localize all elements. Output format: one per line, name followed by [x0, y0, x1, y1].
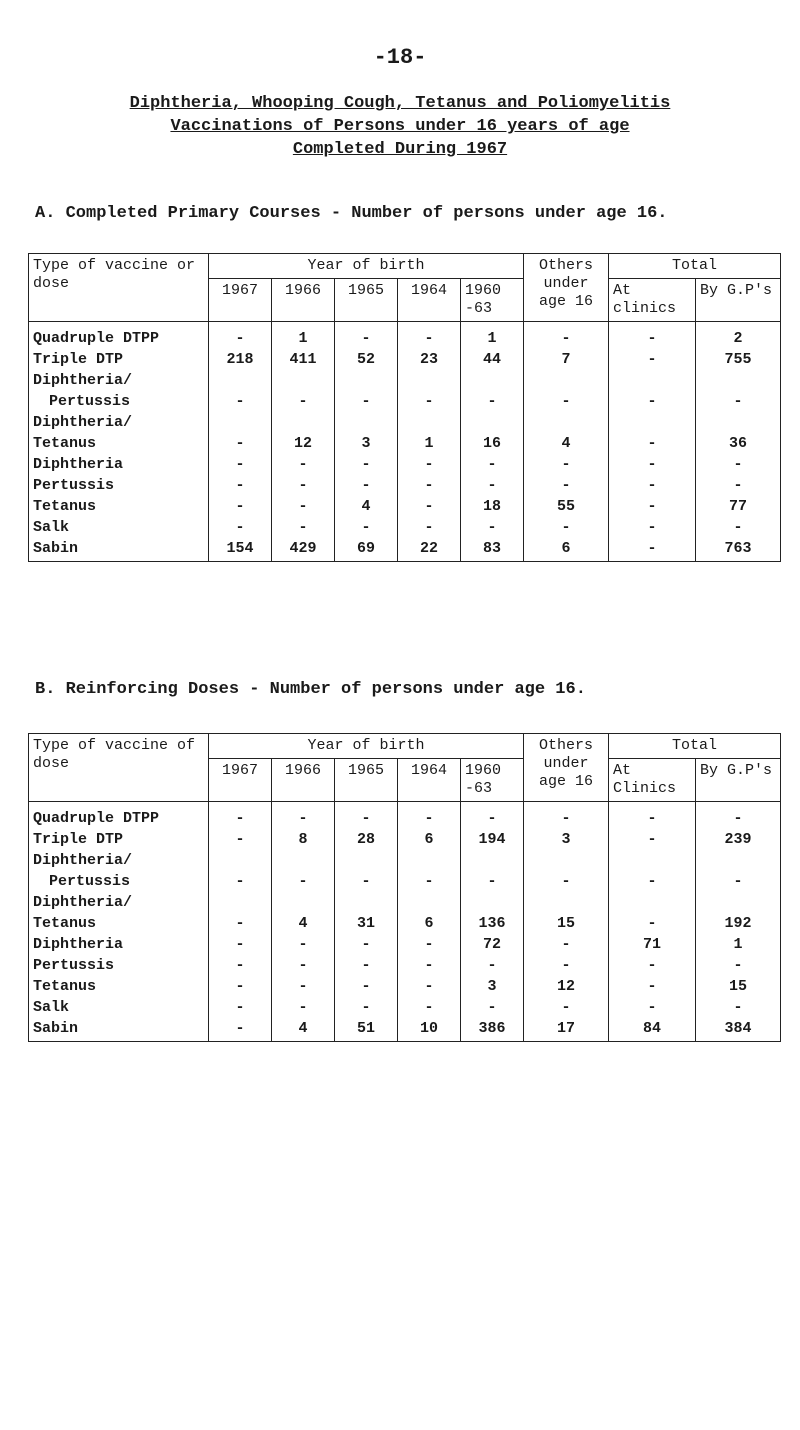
table-cell: - [461, 871, 524, 892]
table-cell: - [209, 997, 272, 1018]
table-cell: - [209, 454, 272, 475]
header-year-1966: 1966 [272, 279, 335, 322]
table-cell: - [609, 496, 696, 517]
table-cell: 51 [335, 1018, 398, 1042]
table-cell: - [461, 997, 524, 1018]
table-row [29, 391, 781, 412]
table-cell: - [209, 802, 272, 830]
header-by-gps: By G.P's [696, 279, 781, 322]
table-cell: 12 [524, 976, 609, 997]
table-cell: 17 [524, 1018, 609, 1042]
table-cell: 16 [461, 433, 524, 454]
table-cell: - [461, 475, 524, 496]
vaccine-name: Salk [29, 997, 209, 1018]
table-cell: 31 [335, 913, 398, 934]
table-cell: - [524, 802, 609, 830]
table-cell: 28 [335, 829, 398, 850]
table-cell: 52 [335, 349, 398, 370]
table-cell: - [609, 322, 696, 350]
table-row [29, 1018, 781, 1042]
header-others-under-16: Others under age 16 [524, 734, 609, 802]
vaccine-name: Triple DTP [29, 829, 209, 850]
table-cell: 83 [461, 538, 524, 562]
table-cell: 36 [696, 433, 781, 454]
table-cell: - [272, 391, 335, 412]
table-cell: - [398, 454, 461, 475]
table-cell: 1 [398, 433, 461, 454]
table-cell [524, 370, 609, 391]
header-year-1966: 1966 [272, 759, 335, 802]
table-row [29, 496, 781, 517]
table-cell [272, 892, 335, 913]
table-cell: 1 [272, 322, 335, 350]
table-cell: - [461, 955, 524, 976]
header-year-1965: 1965 [335, 759, 398, 802]
table-cell: - [335, 391, 398, 412]
table-cell [696, 370, 781, 391]
table-cell [609, 370, 696, 391]
header-total: Total [609, 254, 781, 279]
table-cell: - [398, 955, 461, 976]
table-cell [209, 892, 272, 913]
table-cell: - [609, 349, 696, 370]
vaccine-name: Diphtheria/ [29, 850, 209, 871]
table-cell: 755 [696, 349, 781, 370]
table-cell [335, 850, 398, 871]
table-cell: 84 [609, 1018, 696, 1042]
table-cell: 194 [461, 829, 524, 850]
table-cell [609, 412, 696, 433]
table-cell: - [609, 976, 696, 997]
vaccine-name: Sabin [29, 1018, 209, 1042]
table-cell: - [461, 517, 524, 538]
title-line-2: Vaccinations of Persons under 16 years of age [170, 117, 630, 136]
table-cell: 3 [524, 829, 609, 850]
table-cell: - [209, 475, 272, 496]
table-cell: - [398, 475, 461, 496]
table-cell: 3 [461, 976, 524, 997]
table-cell: - [696, 997, 781, 1018]
vaccine-name: Quadruple DTPP [29, 802, 209, 830]
table-cell: - [609, 955, 696, 976]
table-cell: 22 [398, 538, 461, 562]
table-cell [524, 892, 609, 913]
table-cell: - [609, 802, 696, 830]
table-cell: 15 [696, 976, 781, 997]
table-cell: 12 [272, 433, 335, 454]
table-cell: 1 [461, 322, 524, 350]
header-year-1960-63: 1960 -63 [461, 759, 524, 802]
table-cell: - [609, 997, 696, 1018]
table-cell: 69 [335, 538, 398, 562]
table-cell: 77 [696, 496, 781, 517]
table-cell [524, 850, 609, 871]
vaccine-name: Diphtheria [29, 454, 209, 475]
table-cell: - [609, 871, 696, 892]
table-cell: - [272, 496, 335, 517]
table-row [29, 475, 781, 496]
table-cell: 6 [524, 538, 609, 562]
table-cell: 6 [398, 829, 461, 850]
table-cell [524, 412, 609, 433]
table-row [29, 829, 781, 850]
table-cell: - [272, 475, 335, 496]
table-cell: 4 [524, 433, 609, 454]
table-cell: - [609, 538, 696, 562]
header-year-1964: 1964 [398, 759, 461, 802]
table-cell: 4 [272, 1018, 335, 1042]
vaccine-name: Sabin [29, 538, 209, 562]
table-cell: 2 [696, 322, 781, 350]
table-cell [398, 850, 461, 871]
table-cell: 8 [272, 829, 335, 850]
table-cell: 18 [461, 496, 524, 517]
table-cell: - [696, 955, 781, 976]
table-cell: - [272, 934, 335, 955]
table-cell: 3 [335, 433, 398, 454]
vaccine-name: Salk [29, 517, 209, 538]
table-cell: - [609, 913, 696, 934]
table-row [29, 913, 781, 934]
table-cell: - [398, 802, 461, 830]
table-cell [272, 370, 335, 391]
table-cell: - [609, 391, 696, 412]
table-cell [696, 850, 781, 871]
table-cell: - [609, 433, 696, 454]
table-cell: - [209, 913, 272, 934]
header-year-1964: 1964 [398, 279, 461, 322]
table-row [29, 454, 781, 475]
table-row [29, 517, 781, 538]
header-year-1965: 1965 [335, 279, 398, 322]
table-cell: - [272, 454, 335, 475]
table-cell: - [209, 322, 272, 350]
table-row [29, 433, 781, 454]
table-cell: - [398, 496, 461, 517]
document-title [0, 92, 800, 161]
table-cell: - [696, 871, 781, 892]
table-cell: 44 [461, 349, 524, 370]
table-cell: - [609, 475, 696, 496]
vaccine-name: Diphtheria/ [29, 892, 209, 913]
table-cell: 429 [272, 538, 335, 562]
table-cell: - [461, 391, 524, 412]
table-cell: - [335, 322, 398, 350]
table-cell: - [272, 955, 335, 976]
table-cell: - [398, 934, 461, 955]
table-cell: 15 [524, 913, 609, 934]
vaccine-name: Pertussis [29, 391, 209, 412]
vaccine-name: Pertussis [29, 871, 209, 892]
table-cell [696, 892, 781, 913]
header-year-1967: 1967 [209, 279, 272, 322]
vaccine-name: Quadruple DTPP [29, 322, 209, 350]
vaccine-name: Pertussis [29, 955, 209, 976]
table-cell: 154 [209, 538, 272, 562]
table-cell: - [524, 997, 609, 1018]
vaccine-name: Tetanus [29, 913, 209, 934]
page-number: -18- [373, 45, 427, 70]
table-row [29, 349, 781, 370]
table-cell: - [272, 976, 335, 997]
table-cell [398, 412, 461, 433]
table-cell: - [524, 454, 609, 475]
table-cell: 384 [696, 1018, 781, 1042]
table-cell [609, 850, 696, 871]
table-cell: - [696, 802, 781, 830]
header-type-of-vaccine: Type of vaccine or dose [29, 254, 209, 322]
table-row [29, 997, 781, 1018]
vaccine-name: Diphtheria [29, 934, 209, 955]
table-cell: - [398, 871, 461, 892]
table-cell [272, 850, 335, 871]
table-cell [209, 370, 272, 391]
table-cell: - [335, 454, 398, 475]
vaccine-name: Tetanus [29, 976, 209, 997]
table-cell: - [335, 871, 398, 892]
table-cell: - [696, 454, 781, 475]
table-cell: - [398, 997, 461, 1018]
table-cell: - [209, 955, 272, 976]
table-cell: - [609, 454, 696, 475]
table-cell: - [696, 475, 781, 496]
table-cell: 6 [398, 913, 461, 934]
table-cell [398, 370, 461, 391]
table-cell [272, 412, 335, 433]
vaccine-name: Pertussis [29, 475, 209, 496]
table-row [29, 892, 781, 913]
table-cell: - [335, 475, 398, 496]
section-a-heading: A. Completed Primary Courses - Number of persons under age 16. [35, 204, 668, 223]
table-cell: - [696, 391, 781, 412]
table-cell: - [209, 871, 272, 892]
table-row [29, 802, 781, 830]
table-cell: 55 [524, 496, 609, 517]
vaccine-name: Tetanus [29, 496, 209, 517]
table-cell: - [272, 517, 335, 538]
table-cell: - [209, 829, 272, 850]
title-line-3: Completed During 1967 [292, 140, 508, 159]
table-cell: - [398, 322, 461, 350]
table-cell: 1 [696, 934, 781, 955]
table-cell [398, 892, 461, 913]
title-line-1: Diphtheria, Whooping Cough, Tetanus and Poliomyelitis [129, 94, 671, 113]
header-by-gps: By G.P's [696, 759, 781, 802]
table-cell: - [335, 976, 398, 997]
table-cell: 239 [696, 829, 781, 850]
table-cell: - [272, 871, 335, 892]
table-cell: 411 [272, 349, 335, 370]
table-cell: - [209, 391, 272, 412]
table-cell: - [335, 955, 398, 976]
header-year-of-birth: Year of birth [209, 734, 524, 759]
table-cell: - [209, 433, 272, 454]
header-year-of-birth: Year of birth [209, 254, 524, 279]
table-cell [209, 412, 272, 433]
table-cell: 218 [209, 349, 272, 370]
table-cell: 71 [609, 934, 696, 955]
table-cell: - [696, 517, 781, 538]
table-cell: - [524, 322, 609, 350]
table-row [29, 322, 781, 350]
table-cell: - [461, 454, 524, 475]
header-total: Total [609, 734, 781, 759]
table-cell: 386 [461, 1018, 524, 1042]
vaccine-name: Diphtheria/ [29, 412, 209, 433]
table-cell [335, 892, 398, 913]
table-reinforcing-doses [28, 733, 780, 1042]
table-cell: - [524, 955, 609, 976]
vaccine-name: Tetanus [29, 433, 209, 454]
table-cell: - [272, 997, 335, 1018]
header-type-of-vaccine: Type of vaccine of dose [29, 734, 209, 802]
table-cell [696, 412, 781, 433]
table-cell [209, 850, 272, 871]
table-cell: - [461, 802, 524, 830]
table-cell: - [524, 871, 609, 892]
section-b-heading: B. Reinforcing Doses - Number of persons under age 16. [35, 680, 586, 699]
header-at-clinics: At Clinics [609, 759, 696, 802]
table-cell [335, 370, 398, 391]
table-cell: - [335, 934, 398, 955]
header-others-under-16: Others under age 16 [524, 254, 609, 322]
table-cell: - [335, 517, 398, 538]
table-cell: - [609, 829, 696, 850]
table-cell: 4 [272, 913, 335, 934]
table-cell: 763 [696, 538, 781, 562]
table-cell: - [209, 496, 272, 517]
table-cell: - [524, 391, 609, 412]
table-cell [461, 892, 524, 913]
table-row [29, 538, 781, 562]
table-cell: 4 [335, 496, 398, 517]
table-cell: - [398, 391, 461, 412]
table-cell: - [209, 517, 272, 538]
table-row [29, 934, 781, 955]
header-year-1967: 1967 [209, 759, 272, 802]
table-cell: 192 [696, 913, 781, 934]
table-cell: - [209, 934, 272, 955]
table-cell: - [398, 976, 461, 997]
table-cell [461, 850, 524, 871]
table-cell: - [609, 517, 696, 538]
table-cell: - [524, 517, 609, 538]
table-cell: - [398, 517, 461, 538]
table-cell: - [335, 802, 398, 830]
table-cell: 23 [398, 349, 461, 370]
vaccine-name: Diphtheria/ [29, 370, 209, 391]
table-row [29, 412, 781, 433]
table-row [29, 370, 781, 391]
table-cell [461, 370, 524, 391]
table-cell [609, 892, 696, 913]
vaccine-name: Triple DTP [29, 349, 209, 370]
table-cell: - [524, 475, 609, 496]
table-primary-courses [28, 253, 780, 562]
table-cell: - [209, 1018, 272, 1042]
table-cell: - [272, 802, 335, 830]
table-cell: 10 [398, 1018, 461, 1042]
table-cell: - [335, 997, 398, 1018]
table-cell: 7 [524, 349, 609, 370]
table-row [29, 850, 781, 871]
table-cell [335, 412, 398, 433]
table-cell: - [524, 934, 609, 955]
header-year-1960-63: 1960 -63 [461, 279, 524, 322]
table-cell: 136 [461, 913, 524, 934]
table-row [29, 976, 781, 997]
header-at-clinics: At clinics [609, 279, 696, 322]
table-cell: 72 [461, 934, 524, 955]
table-row [29, 955, 781, 976]
table-cell: - [209, 976, 272, 997]
table-cell [461, 412, 524, 433]
table-row [29, 871, 781, 892]
